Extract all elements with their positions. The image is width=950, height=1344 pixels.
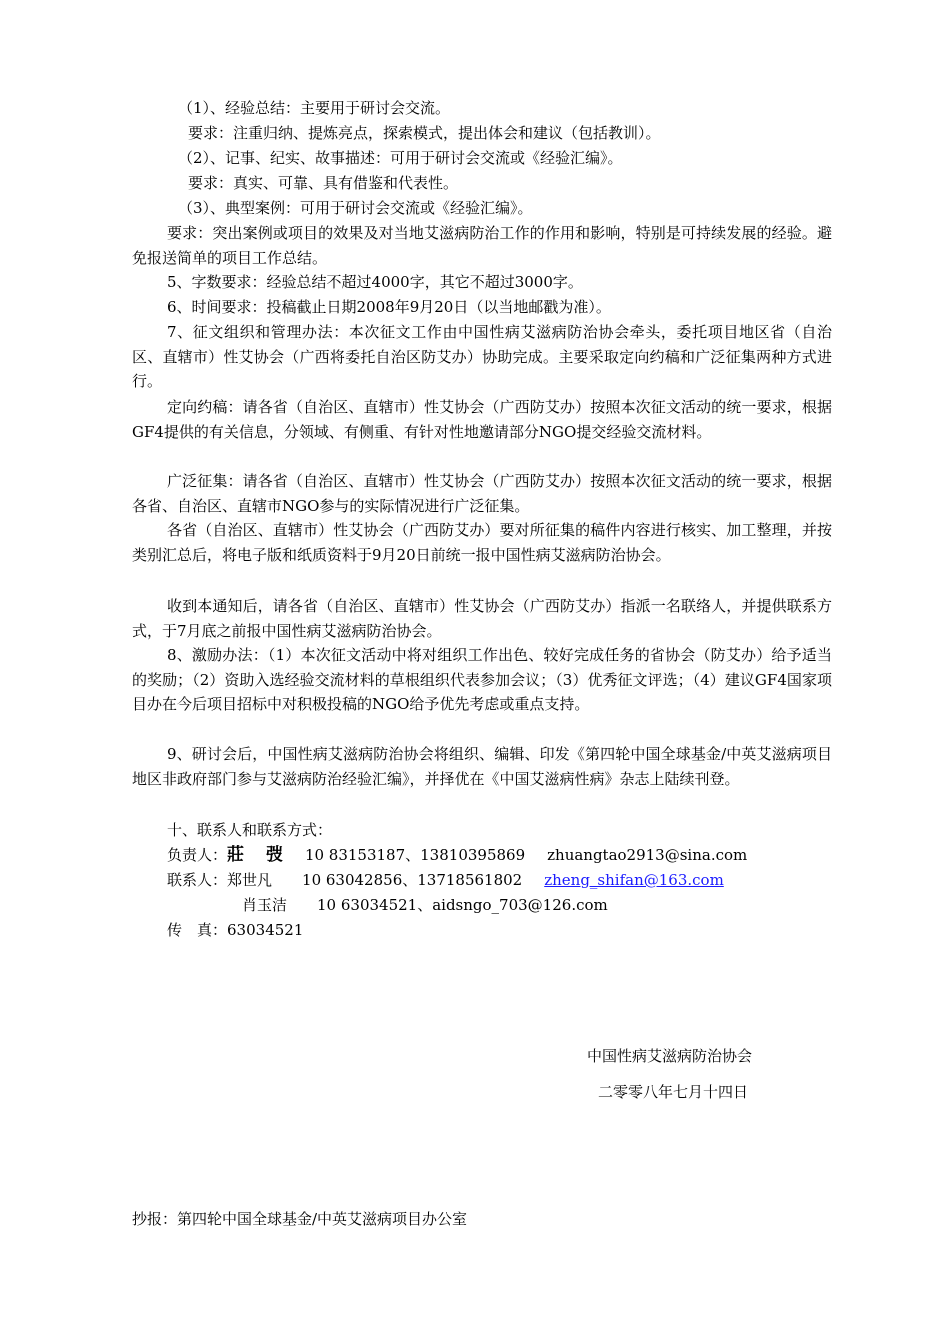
contact-row-fax bbox=[167, 918, 303, 942]
body-paragraph: 要求：真实、可靠、具有借鉴和代表性。 bbox=[188, 174, 459, 192]
contact-row-liaison-2 bbox=[242, 893, 608, 917]
body-paragraph: 要求：突出案例或项目的效果及对当地艾滋病防治工作的作用和影响，特别是可持续发展的经验。避免报送简单的项目工作总结。 bbox=[132, 224, 832, 267]
body-paragraph: （3）、典型案例：可用于研讨会交流或《经验汇编》。 bbox=[178, 199, 533, 217]
contact-label: 传 真： bbox=[167, 921, 228, 939]
body-paragraph: 7、征文组织和管理办法：本次征文工作由中国性病艾滋病防治协会牵头，委托项目地区省（自治区、直辖市）性艾协会（广西将委托自治区防艾办）协助完成。主要采取定向约稿和广泛征集两种方式进行。 bbox=[132, 323, 832, 390]
fax-number: 63034521 bbox=[227, 921, 304, 939]
body-paragraph: 5、字数要求：经验总结不超过4000字，其它不超过3000字。 bbox=[167, 273, 583, 291]
body-paragraph: 广泛征集：请各省（自治区、直辖市）性艾协会（广西防艾办）按照本次征文活动的统一要求，根据各省、自治区、直辖市NGO参与的实际情况进行广泛征集。 bbox=[132, 472, 832, 515]
body-paragraph: （2）、记事、纪实、故事描述：可用于研讨会交流或《经验汇编》。 bbox=[178, 149, 623, 167]
body-paragraph: 6、时间要求：投稿截止日期2008年9月20日（以当地邮戳为准）。 bbox=[167, 298, 611, 316]
contact-phone: 10 63034521、aidsngo_703@126.com bbox=[317, 896, 608, 914]
signature-org: 中国性病艾滋病防治协会 bbox=[587, 1047, 753, 1065]
body-paragraph: 收到本通知后，请各省（自治区、直辖市）性艾协会（广西防艾办）指派一名联络人，并提供联系方式，于7月底之前报中国性病艾滋病防治协会。 bbox=[132, 597, 832, 640]
body-paragraph: 十、联系人和联系方式： bbox=[167, 821, 333, 839]
body-paragraph: 各省（自治区、直辖市）性艾协会（广西防艾办）要对所征集的稿件内容进行核实、加工整理，并按类别汇总后，将电子版和纸质资料于9月20日前统一报中国性病艾滋病防治协会。 bbox=[132, 521, 832, 564]
body-paragraph: （1）、经验总结：主要用于研讨会交流。 bbox=[178, 99, 451, 117]
signature-date: 二零零八年七月十四日 bbox=[598, 1083, 749, 1101]
contact-label: 负责人： bbox=[167, 846, 228, 864]
contact-name: 莊 弢 bbox=[227, 845, 291, 865]
contact-phone: 10 63042856、13718561802 bbox=[302, 871, 523, 889]
cc-line: 抄报：第四轮中国全球基金/中英艾滋病项目办公室 bbox=[132, 1210, 468, 1228]
contact-row-responsible bbox=[167, 843, 747, 867]
contact-row-liaison bbox=[167, 868, 724, 892]
contact-name: 郑世凡 bbox=[227, 871, 273, 889]
body-paragraph: 8、激励办法：（1）本次征文活动中将对组织工作出色、较好完成任务的省协会（防艾办）给予适当的奖励；（2）资助入选经验交流材料的草根组织代表参加会议；（3）优秀征文评选；（4）建议GF4国家项目办在今后项目招标中对积极投稿的NGO给予优先考虑或重点支持。 bbox=[132, 646, 832, 713]
contact-label: 联系人： bbox=[167, 871, 228, 889]
body-paragraph: 要求：注重归纳、提炼亮点，探索模式，提出体会和建议（包括教训）。 bbox=[188, 124, 661, 142]
body-paragraph: 9、研讨会后，中国性病艾滋病防治协会将组织、编辑、印发《第四轮中国全球基金/中英艾滋病项目地区非政府部门参与艾滋病防治经验汇编》，并择优在《中国艾滋病性病》杂志上陆续刊登。 bbox=[132, 745, 832, 788]
contact-email: zhuangtao2913@sina.com bbox=[547, 846, 748, 864]
contact-name: 肖玉洁 bbox=[242, 896, 288, 914]
contact-phone: 10 83153187、13810395869 bbox=[304, 846, 526, 864]
body-paragraph: 定向约稿：请各省（自治区、直辖市）性艾协会（广西防艾办）按照本次征文活动的统一要求，根据GF4提供的有关信息，分领域、有侧重、有针对性地邀请部分NGO提交经验交流材料。 bbox=[132, 398, 832, 441]
contact-email-link[interactable]: zheng_shifan@163.com bbox=[544, 871, 724, 889]
